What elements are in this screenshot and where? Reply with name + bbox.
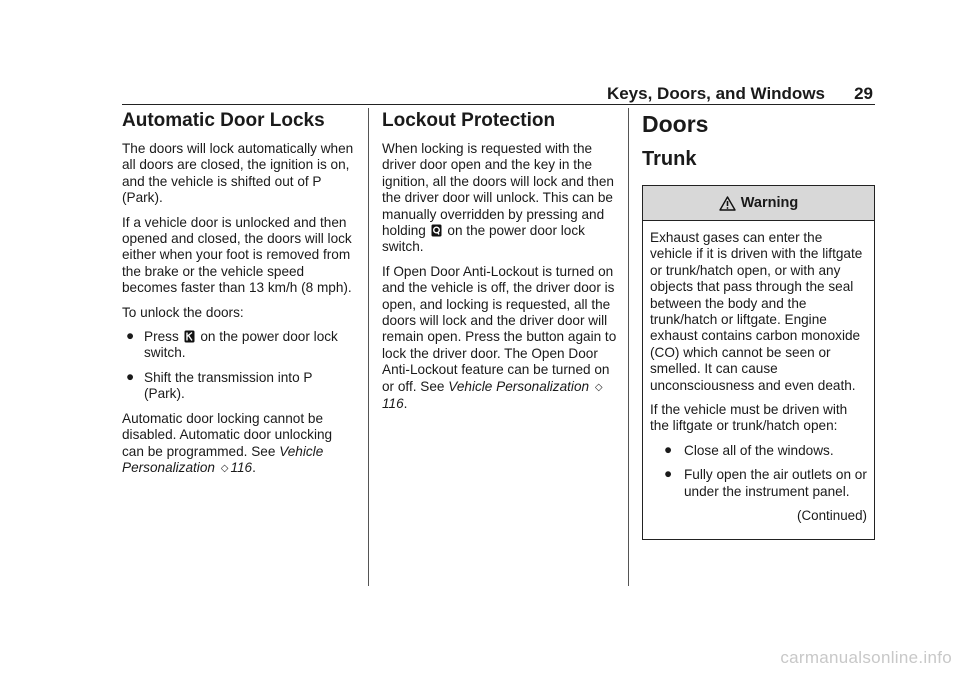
paragraph: If Open Door Anti-Lockout is turned on and the vehicle is off, the driver door is open, and locking is requested, all the doors will lock and the driver door will remain open. Press the button again to lock the driver door. The Open Door Anti-Lockout feature can be turned on or off. See Vehicle Personalization ◇116.	[382, 263, 617, 412]
paragraph: If the vehicle must be driven with the liftgate or trunk/hatch open:	[650, 402, 848, 434]
running-header	[122, 84, 875, 105]
column-automatic-door-locks	[122, 110, 354, 485]
paragraph: The doors will lock automatically when all doors are closed, the ignition is on, and the vehicle is shifted out of P (Park).	[122, 141, 354, 206]
column-lockout-protection	[382, 110, 618, 421]
bullet-icon: ●	[664, 466, 673, 482]
page-reference-icon: ◇	[594, 381, 603, 393]
paragraph: Automatic door locking cannot be disabled. Automatic door unlocking can be programmed. See Vehicle Personalization ◇ 116.	[122, 411, 354, 478]
heading-automatic-door-locks: Automatic Door Locks	[122, 110, 325, 131]
column-doors	[642, 110, 875, 540]
page-reference-icon: ◇	[220, 462, 229, 474]
warning-header	[643, 186, 874, 221]
paragraph: Exhaust gases can enter the vehicle if it is driven with the liftgate or trunk/hatch open, or with any objects that pass through the seal between the body and the trunk/hatch or liftgate. Engine exhaust contains carbon monoxide (CO) which cannot be seen or smelled. It can cause unconsciousness and even death.	[650, 230, 863, 393]
list-item: ● Shift the transmission into P (Park).	[126, 368, 313, 402]
xref-page-number[interactable]: 116	[382, 396, 404, 412]
chapter-title-doors: Doors	[642, 111, 709, 137]
warning-body	[643, 221, 874, 539]
heading-lockout-protection: Lockout Protection	[382, 110, 556, 131]
warning-steps-list	[650, 443, 867, 500]
list-item: ● Fully open the air outlets on or under the instrument panel.	[664, 466, 867, 499]
xref-link-vehicle-personalization[interactable]: Vehicle Personalization	[448, 378, 590, 394]
heading-trunk: Trunk	[642, 148, 697, 170]
list-item: ● Press on the power door lock switch.	[126, 328, 338, 361]
section-title: Keys, Doors, and Windows	[606, 84, 825, 103]
paragraph: If a vehicle door is unlocked and then opened and closed, the doors will lock either when your foot is removed from the brake or the vehicle speed becomes faster than 13 km/h (8 mph).	[122, 214, 352, 296]
bullet-icon: ●	[126, 368, 135, 384]
page-number: 29	[854, 84, 873, 103]
xref-link-vehicle-personalization[interactable]: Vehicle Personalization	[122, 443, 324, 475]
continued-label: (Continued)	[797, 508, 867, 524]
bullet-icon: ●	[664, 441, 673, 457]
column-divider-1	[368, 108, 369, 586]
unlock-key-icon	[184, 330, 195, 343]
list-item: ● Close all of the windows.	[664, 441, 834, 458]
lock-key-icon	[431, 224, 442, 237]
paragraph: When locking is requested with the driver door open and the key in the ignition, all the doors will lock and then the driver door will unlock. This can be manually overridden by pressing and holding on the power door lock switch.	[382, 141, 614, 255]
watermark: carmanualsonline.info	[780, 648, 952, 667]
column-divider-2	[628, 108, 629, 586]
paragraph: To unlock the doors:	[122, 304, 244, 320]
xref-page-number[interactable]: 116	[230, 459, 253, 475]
unlock-steps-list	[122, 329, 354, 403]
warning-title: Warning	[740, 194, 799, 211]
warning-box	[642, 185, 875, 540]
bullet-icon: ●	[126, 328, 135, 344]
warning-triangle-icon	[719, 196, 736, 211]
